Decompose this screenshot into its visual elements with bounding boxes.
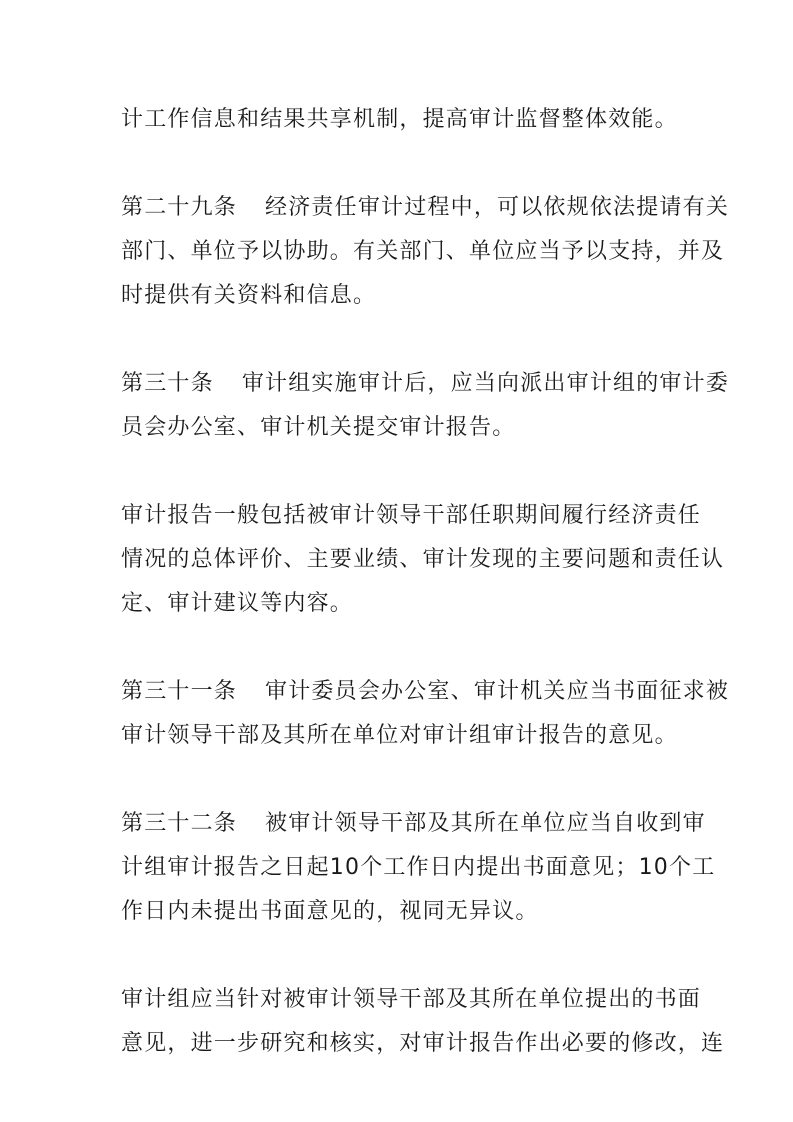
article-text: 经济责任审计过程中，可以依规依法提请有关 [265,195,730,220]
article-29 [121,186,730,318]
article-32 [121,802,716,934]
paragraph-line: 员会办公室、审计机关提交审计报告。 [121,415,516,440]
paragraph-line [121,670,730,714]
paragraph-line: 时提供有关资料和信息。 [121,283,377,308]
article-text: 被审计领导干部及其所在单位应当自收到审 [265,811,706,836]
paragraph-line [121,362,730,406]
paragraph-line: 审计报告一般包括被审计领导干部任职期间履行经济责任 [121,503,702,528]
article-heading: 第三十一条 [121,679,238,704]
paragraph-line: 情况的总体评价、主要业绩、审计发现的主要问题和责任认 [121,547,725,572]
paragraph-line [121,802,706,846]
paragraph-line: 审计组应当针对被审计领导干部及其所在单位提出的书面 [121,987,702,1012]
paragraph-group-response [121,978,725,1066]
article-heading: 第三十条 [121,371,214,396]
paragraph-line: 定、审计建议等内容。 [121,591,354,616]
paragraph-line: 计组审计报告之日起10个工作日内提出书面意见；10个工 [121,855,716,880]
paragraph-line: 部门、单位予以协助。有关部门、单位应当予以支持，并及 [121,239,725,264]
paragraph-line: 作日内未提出书面意见的，视同无异议。 [121,899,539,924]
paragraph-line: 计工作信息和结果共享机制，提高审计监督整体效能。 [121,107,678,132]
article-31 [121,670,730,758]
article-30 [121,362,730,450]
paragraph-line: 意见，进一步研究和核实，对审计报告作出必要的修改，连 [121,1031,725,1056]
article-text: 审计组实施审计后，应当向派出审计组的审计委 [241,371,730,396]
paragraph-continuation [121,98,681,142]
article-text: 审计委员会办公室、审计机关应当书面征求被 [265,679,730,704]
paragraph-line: 审计领导干部及其所在单位对审计组审计报告的意见。 [121,723,678,748]
article-heading: 第二十九条 [121,195,238,220]
paragraph-report-content [121,494,725,626]
article-heading: 第三十二条 [121,811,238,836]
paragraph-line [121,186,730,230]
